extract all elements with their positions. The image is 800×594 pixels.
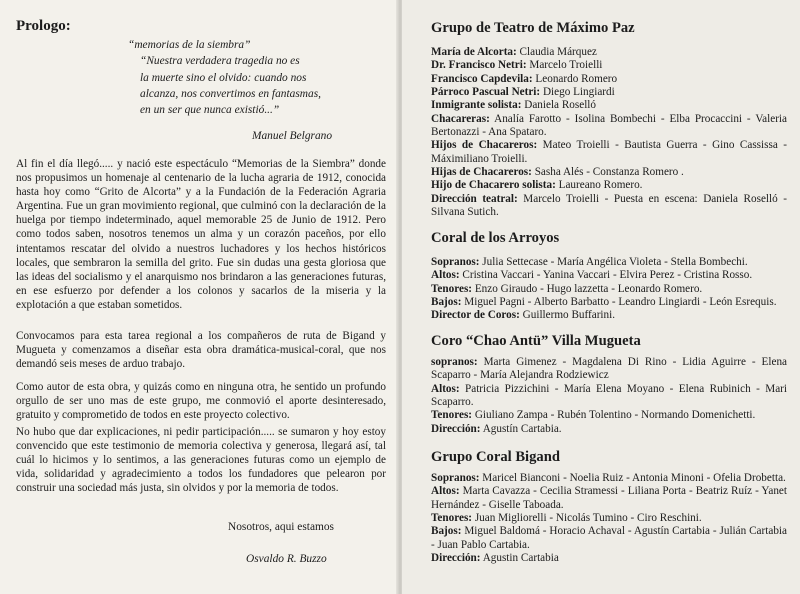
cast-role: Dirección: <box>431 422 481 435</box>
epigraph-author: Manuel Belgrano <box>252 130 333 142</box>
cast-role: Dirección teatral: <box>431 192 518 205</box>
cast-names: Claudia Márquez <box>519 46 597 58</box>
cast-role: Chacareras: <box>431 112 490 125</box>
cast-names: Agustin Cartabia <box>482 552 559 565</box>
epigraph-line: en un ser que nunca existió...” <box>140 104 280 117</box>
cast-names: Cristina Vaccari - Yanina Vaccari - Elvira Perez - Cristina Rosso. <box>462 269 753 282</box>
cast-names: Agustín Cartabia. <box>482 422 562 435</box>
cast-line <box>431 512 787 525</box>
cast-role: Bajos: <box>431 296 462 309</box>
cast-line <box>431 472 787 485</box>
cast-list <box>431 356 787 436</box>
cast-role: María de Alcorta: <box>431 46 517 58</box>
cast-line <box>431 256 787 269</box>
cast-names: Giuliano Zampa - Rubén Tolentino - Normando Domenichetti. <box>474 409 756 422</box>
cast-line <box>431 309 787 322</box>
cast-line <box>431 356 787 383</box>
cast-names: Maricel Bianconi - Noelia Ruiz - Antonia Minoni - Ofelia Drobetta. <box>482 472 786 484</box>
cast-line <box>431 525 787 552</box>
prologue-paragraph: Al fin el día llegó..... y nació este espectáculo “Memorias de la Siembra” donde nos propusimos un homenaje al centenario de la lucha agraria de 1912, conocida hasta hoy como “Grito de Alcorta” y a la Fundación de la Federación Agraria Argentina. Fue un gran movimiento regional, que culminó con la declaración de la huelga por tiempo indeterminado, aquel memorable 25 de Junio de 1912. Pero como todos saben, nosotros tenemos un alma y un corazón paceños, por ello intentamos rescatar del olvido a nuestros luchadores y los hechos históricos locales, que sembraron la semilla del grito. Fue sin dudas una gesta gloriosa que las ideas del socialismo y el anarquismo nos brindaron a las generaciones futuras, en ese esfuerzo por defender a los colonos y sacarlos de la miseria y la explotación a que estaban sometidos. <box>16 158 386 311</box>
cast-role: Inmigrante solista: <box>431 99 522 112</box>
cast-names: Diego Lingiardi <box>542 86 615 99</box>
cast-names: Juan Migliorelli - Nicolás Tumino - Ciro Reschini. <box>474 512 702 525</box>
cast-names: Marcelo Troielli - Puesta en escena: Daniela Roselló - Silvana Sutich. <box>431 192 787 219</box>
cast-role: Hijas de Chacareros: <box>431 166 532 179</box>
cast-line <box>431 296 787 309</box>
closing-line: Nosotros, aqui estamos <box>228 521 334 533</box>
epigraph-line: “Nuestra verdadera tragedia no es <box>140 55 300 68</box>
cast-role: Tenores: <box>431 282 473 295</box>
cast-list <box>431 472 787 565</box>
left-page <box>0 0 398 594</box>
cast-role: Sopranos: <box>431 472 480 484</box>
cast-line <box>431 99 787 112</box>
prologue-heading: Prologo: <box>16 18 71 34</box>
cast-line <box>431 113 787 140</box>
cast-role: Tenores: <box>431 512 473 525</box>
cast-line <box>431 283 787 296</box>
cast-list <box>431 46 787 219</box>
cast-role: Sopranos: <box>431 256 480 268</box>
cast-names: Daniela Roselló <box>524 99 597 112</box>
prologue-paragraph: No hubo que dar explicaciones, ni pedir participación..... se sumaron y hoy estoy convencido que este testimonio de memoria colectiva y generosa, llegará así, tal cuál lo hicimos y lo sentimos, a las generaciones futuras como un ejemplo de vida, solidaridad y agradecimiento a todos los fundadores que pelearon por construir una sociedad más justa, sin olvidos y por la memoria de todos. <box>16 426 386 495</box>
cast-line <box>431 46 787 59</box>
author-signature: Osvaldo R. Buzzo <box>246 553 327 565</box>
cast-role: Dr. Francisco Netri: <box>431 59 527 72</box>
cast-names: Miguel Pagni - Alberto Barbatto - Leandro Lingiardi - León Esrequis. <box>464 296 777 309</box>
cast-names: Julia Settecase - María Angélica Violeta - Stella Bombechi. <box>482 256 748 268</box>
cast-names: Laureano Romero. <box>558 179 643 192</box>
cast-names: Analía Farotto - Isolina Bombechi - Elba Procaccini - Valeria Bertonazzi - Ana Spataro. <box>431 112 788 139</box>
section-title: Coral de los Arroyos <box>431 230 560 246</box>
prologue-paragraph: Convocamos para esta tarea regional a los compañeros de ruta de Bigand y Mugueta y comenzamos a diseñar esta obra dramática-musical-coral, que nos demandó seis meses de arduo trabajo. <box>16 330 386 371</box>
cast-line <box>431 552 787 565</box>
cast-role: Dirección: <box>431 552 481 565</box>
cast-role: Tenores: <box>431 409 473 422</box>
cast-role: Altos: <box>431 269 460 282</box>
cast-line <box>431 179 787 192</box>
cast-role: Altos: <box>431 485 460 498</box>
cast-line <box>431 86 787 99</box>
cast-role: Bajos: <box>431 525 462 538</box>
cast-role: Francisco Capdevila: <box>431 72 533 85</box>
prologue-paragraph: Como autor de esta obra, y quizás como en ninguna otra, he sentido un profundo orgullo de ser uno mas de este grupo, me conmovió el aporte desinteresado, gratuito y comprometido de todos en este proyecto colectivo. <box>16 381 386 422</box>
epigraph <box>128 37 321 118</box>
cast-line <box>431 59 787 72</box>
cast-names: Enzo Giraudo - Hugo lazzetta - Leonardo Romero. <box>474 282 703 295</box>
cast-line <box>431 73 787 86</box>
right-page <box>402 0 800 594</box>
cast-role: Párroco Pascual Netri: <box>431 86 541 99</box>
cast-list <box>431 256 787 323</box>
cast-names: Marta Cavazza - Cecilia Stramessi - Liliana Porta - Beatriz Ruíz - Yanet Hernández - Giselle Taboada. <box>431 485 788 511</box>
cast-line <box>431 485 787 512</box>
cast-role: Hijo de Chacarero solista: <box>431 179 556 192</box>
cast-line <box>431 409 787 422</box>
cast-names: Leonardo Romero <box>535 72 618 85</box>
epigraph-line: “memorias de la siembra” <box>128 39 251 51</box>
cast-role: sopranos: <box>431 356 478 368</box>
cast-role: Hijos de Chacareros: <box>431 139 538 152</box>
cast-line <box>431 139 787 166</box>
cast-names: Marcelo Troielli <box>529 59 603 72</box>
cast-line <box>431 423 787 436</box>
cast-names: Mateo Troielli - Bautista Guerra - Gino Cassissa - Máximiliano Troielli. <box>431 139 787 165</box>
section-title: Grupo Coral Bigand <box>431 449 560 465</box>
cast-names: Guillermo Buffarini. <box>522 309 616 322</box>
cast-role: Director de Coros: <box>431 309 520 322</box>
cast-names: Sasha Alés - Constanza Romero . <box>534 166 684 179</box>
cast-role: Altos: <box>431 382 460 395</box>
cast-names: Patricia Pizzichini - María Elena Moyano - Elena Rubinich - Mari Scaparro. <box>431 382 787 409</box>
section-title: Grupo de Teatro de Máximo Paz <box>431 20 635 36</box>
cast-line <box>431 383 787 410</box>
cast-line <box>431 269 787 282</box>
cast-line <box>431 166 787 179</box>
cast-names: Marta Gimenez - Magdalena Di Rino - Lidia Aguirre - Elena Scaparro - María Alejandra Rodziewicz <box>431 356 788 382</box>
cast-names: Miguel Baldomá - Horacio Achaval - Agustín Cartabia - Julián Cartabia - Juan Pablo Cartabia. <box>431 525 787 551</box>
epigraph-line: alcanza, nos convertimos en fantasmas, <box>140 87 321 100</box>
section-title: Coro “Chao Antü” Villa Mugueta <box>431 333 641 349</box>
epigraph-line: la muerte sino el olvido: cuando nos <box>140 71 307 84</box>
cast-line <box>431 193 787 220</box>
